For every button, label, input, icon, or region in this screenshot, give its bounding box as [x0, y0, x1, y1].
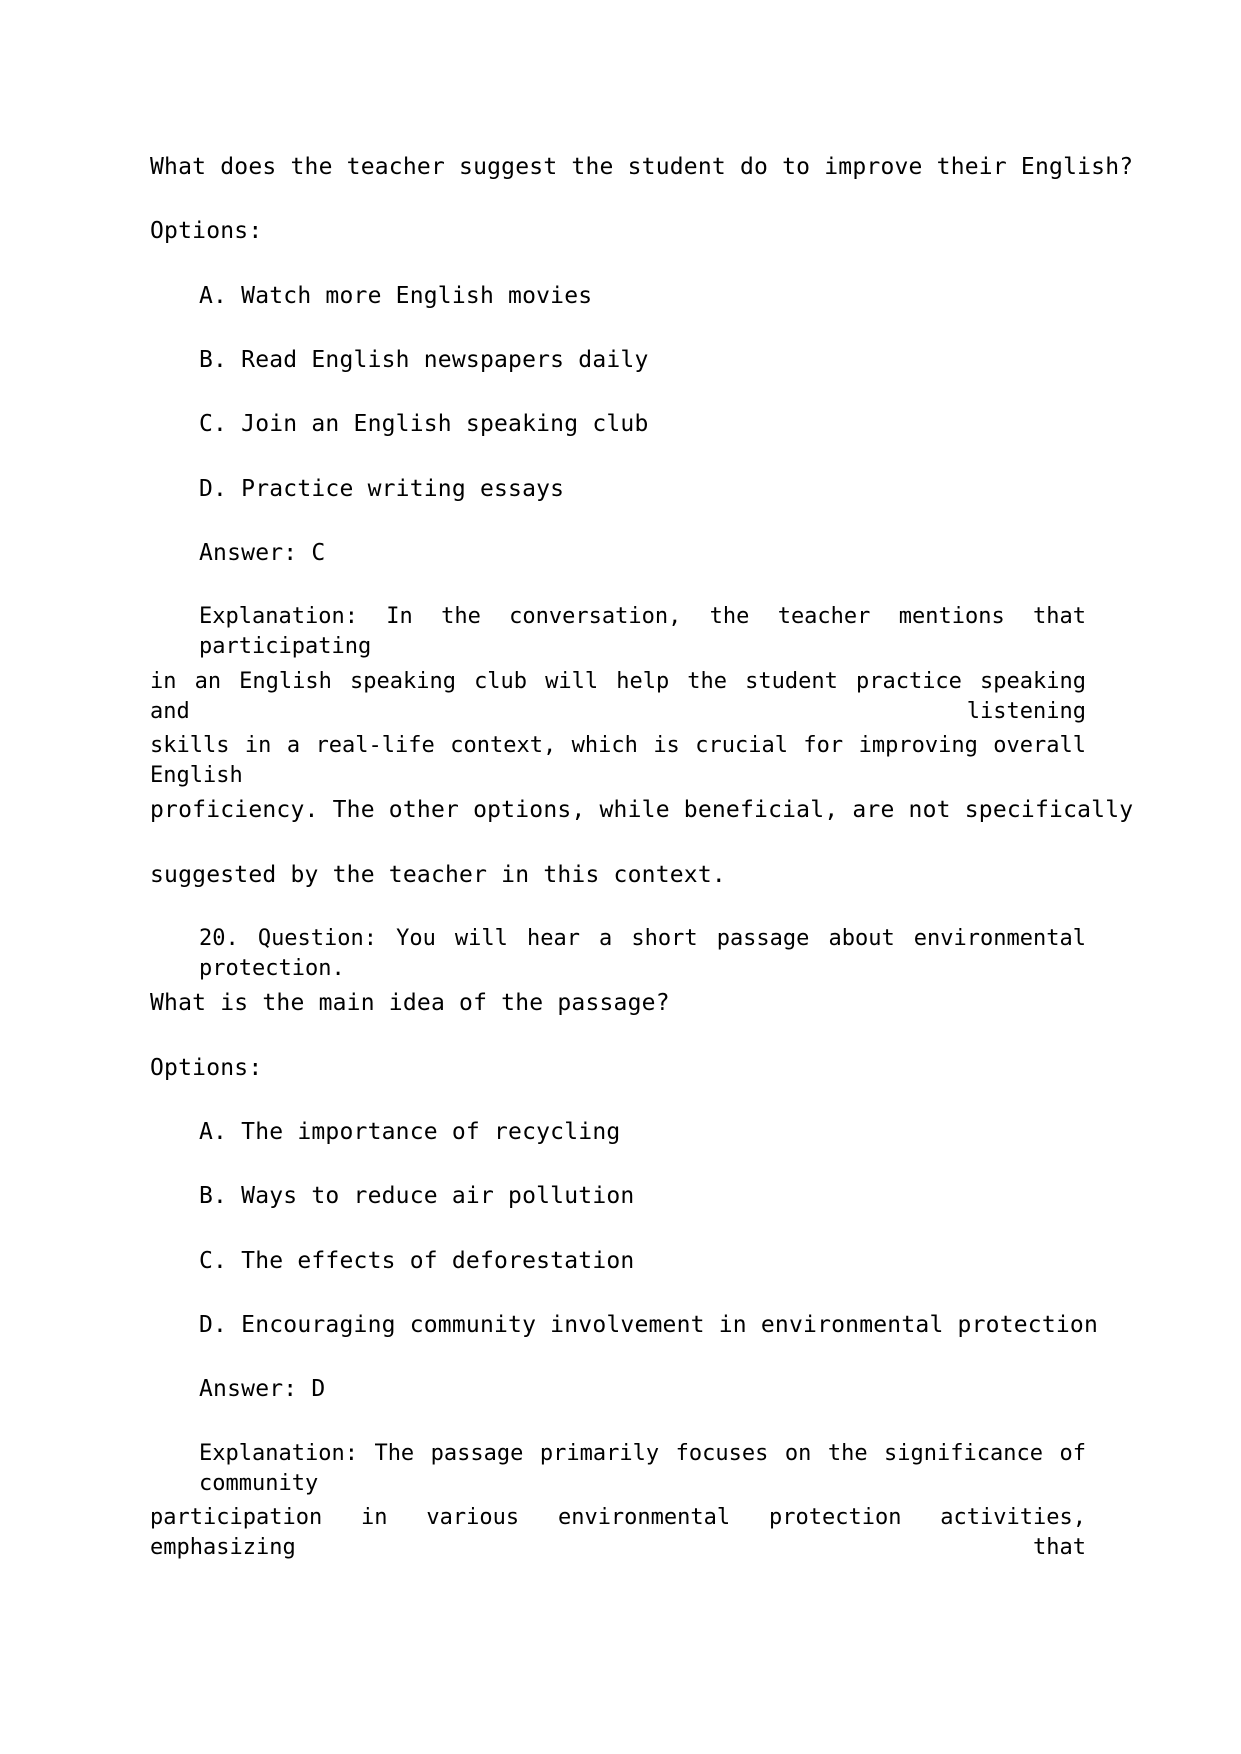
options-label: Options:: [150, 1055, 263, 1081]
explanation-line: proficiency. The other options, while beneficial, are not specifically: [150, 797, 1134, 823]
explanation-line: in an English speaking club will help the student practice speaking and listening: [150, 669, 1086, 724]
explanation-line: Explanation: The passage primarily focuses on the significance of community: [199, 1441, 1086, 1496]
answer-line: Answer: D: [199, 1376, 326, 1402]
explanation-line: suggested by the teacher in this context.: [150, 862, 726, 888]
option-b: B. Read English newspapers daily: [199, 347, 649, 373]
options-label: Options:: [150, 218, 263, 244]
option-c: C. The effects of deforestation: [199, 1248, 635, 1274]
question-prompt: What does the teacher suggest the student do to improve their English?: [150, 154, 1134, 180]
question-prompt: What is the main idea of the passage?: [150, 990, 670, 1016]
option-a: A. Watch more English movies: [199, 283, 593, 309]
question-prompt: 20. Question: You will hear a short passage about environmental protection.: [199, 926, 1086, 981]
option-a: A. The importance of recycling: [199, 1119, 621, 1145]
option-d: D. Practice writing essays: [199, 476, 565, 502]
explanation-line: skills in a real-life context, which is crucial for improving overall English: [150, 733, 1086, 788]
option-b: B. Ways to reduce air pollution: [199, 1183, 635, 1209]
answer-line: Answer: C: [199, 540, 326, 566]
option-d: D. Encouraging community involvement in environmental protection: [199, 1312, 1099, 1338]
explanation-line: Explanation: In the conversation, the teacher mentions that participating: [199, 604, 1086, 659]
option-c: C. Join an English speaking club: [199, 411, 649, 437]
explanation-line: participation in various environmental protection activities, emphasizing that: [150, 1505, 1086, 1560]
